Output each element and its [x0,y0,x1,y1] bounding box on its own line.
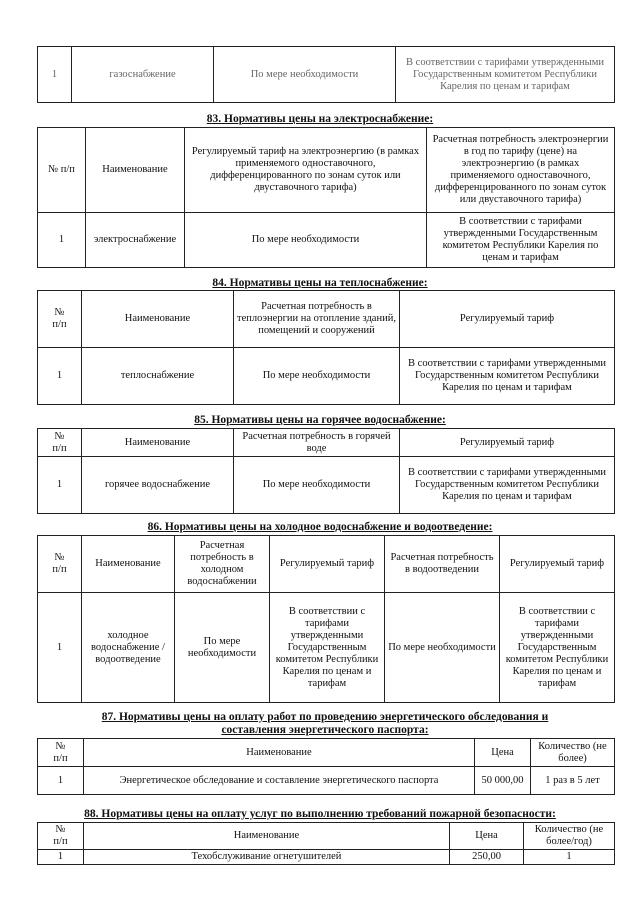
header-row [38,739,615,767]
need-cell: По мере необходимости [185,213,427,268]
section-83-heading: 83. Нормативы цены на электроснабжение: [206,113,434,125]
table-row [38,767,615,795]
table-row [38,457,615,514]
row-number: 1 [38,850,84,865]
row-number: 1 [38,213,86,268]
section-85-heading: 85. Нормативы цены на горячее водоснабжение: [194,414,446,426]
col-header-name: Наименование [84,739,475,767]
section-84-heading: 84. Нормативы цены на теплоснабжение: [212,277,428,289]
col-header-number-abbr: п/п [52,564,67,575]
need-cell: По мере необходимости [234,348,400,405]
col-header-name: Наименование [86,128,185,213]
col-header-need: Расчетная потребность электроэнергии в год по тарифу (цене) на электроэнергию (в рамках применяемого одноставочного, дифференцированного по зонам суток или двуставочного тарифа) [427,128,615,213]
section-86-heading: 86. Нормативы цены на холодное водоснабжение и водоотведение: [147,521,493,533]
need-drain-cell: По мере необходимости [385,593,500,703]
header-row [38,536,615,593]
col-header-need-drain: Расчетная потребность в водоотведении [385,536,500,593]
row-number: 1 [38,348,82,405]
tariff-cell: В соответствии с тарифами утвержденными Государственным комитетом Республики Карелия по ценам и тарифам [427,213,615,268]
gas-table [37,46,615,103]
service-name: Техобслуживание огнетушителей [84,850,450,865]
service-name: холодное водоснабжение / водоотведение [82,593,175,703]
col-header-qty: Количество (не более) [531,739,615,767]
need-cell: По мере необходимости [214,47,396,103]
col-header-price: Цена [475,739,531,767]
col-header-number: № п/п [38,128,86,213]
col-header-need-cold: Расчетная потребность в холодном водоснабжении [175,536,270,593]
qty-cell: 1 раз в 5 лет [531,767,615,795]
table-row [38,47,615,103]
col-header-tariff-drain: Регулируемый тариф [500,536,615,593]
table-row [38,348,615,405]
header-row [38,823,615,850]
tariff-cell: В соответствии с тарифами утвержденными Государственным комитетом Республики Карелия по ценам и тарифам [396,47,615,103]
electricity-table [37,127,615,268]
qty-cell: 1 [524,850,615,865]
col-header-number-abbr: п/п [53,752,68,764]
section-88-heading: 88. Нормативы цены на оплату услуг по выполнению требований пожарной безопасности: [84,808,556,820]
col-header-number-symbol: № [55,824,66,835]
col-header-number-abbr: п/п [53,836,68,847]
tariff-drain-cell: В соответствии с тарифами утвержденными Государственным комитетом Республики Карелия по ценам и тарифам [500,593,615,703]
hot-water-table [37,428,615,514]
table-row [38,593,615,703]
col-header-name: Наименование [84,823,450,850]
col-header-tariff-cold: Регулируемый тариф [270,536,385,593]
header-row [38,429,615,457]
need-cell: По мере необходимости [234,457,400,514]
row-number: 1 [38,457,82,514]
heating-table [37,290,615,405]
tariff-cell: В соответствии с тарифами утвержденными Государственным комитетом Республики Карелия по ценам и тарифам [400,457,615,514]
col-header-qty: Количество (не более/год) [524,823,615,850]
row-number: 1 [38,593,82,703]
col-header-tariff: Регулируемый тариф [400,291,615,348]
col-header-number-symbol: № [54,430,65,442]
service-name: теплоснабжение [82,348,234,405]
col-header-name: Наименование [82,536,175,593]
energy-audit-table [37,738,615,795]
service-name: газоснабжение [72,47,214,103]
service-name: Энергетическое обследование и составление энергетического паспорта [84,767,475,795]
col-header-name: Наименование [82,291,234,348]
col-header-number-abbr: п/п [52,319,67,330]
col-header-need: Расчетная потребность в горячей воде [234,429,400,457]
service-name: горячее водоснабжение [82,457,234,514]
col-header-price: Цена [450,823,524,850]
col-header-need: Расчетная потребность в теплоэнергии на отопление зданий, помещений и сооружений [234,291,400,348]
need-cold-cell: По мере необходимости [175,593,270,703]
table-row [38,213,615,268]
header-row [38,291,615,348]
price-cell: 50 000,00 [475,767,531,795]
col-header-number-symbol: № [54,552,65,563]
service-name: электроснабжение [86,213,185,268]
row-number: 1 [38,767,84,795]
col-header-tariff: Регулируемый тариф на электроэнергию (в рамках применяемого одноставочного, дифференцированного по зонам суток или двуставочного тарифа) [185,128,427,213]
section-87-heading: 87. Нормативы цены на оплату работ по проведению энергетического обследования и составления энергетического паспорта: [101,711,549,736]
col-header-tariff: Регулируемый тариф [400,429,615,457]
header-row [38,128,615,213]
fire-safety-table [37,822,615,865]
table-row [38,850,615,865]
price-cell: 250,00 [450,850,524,865]
col-header-number-abbr: п/п [52,442,67,454]
tariff-cell: В соответствии с тарифами утвержденными Государственным комитетом Республики Карелия по ценам и тарифам [400,348,615,405]
col-header-name: Наименование [82,429,234,457]
cold-water-table [37,535,615,703]
col-header-number-symbol: № [55,740,66,752]
tariff-cold-cell: В соответствии с тарифами утвержденными Государственным комитетом Республики Карелия по ценам и тарифам [270,593,385,703]
col-header-number-symbol: № [54,307,65,318]
row-number: 1 [38,47,72,103]
